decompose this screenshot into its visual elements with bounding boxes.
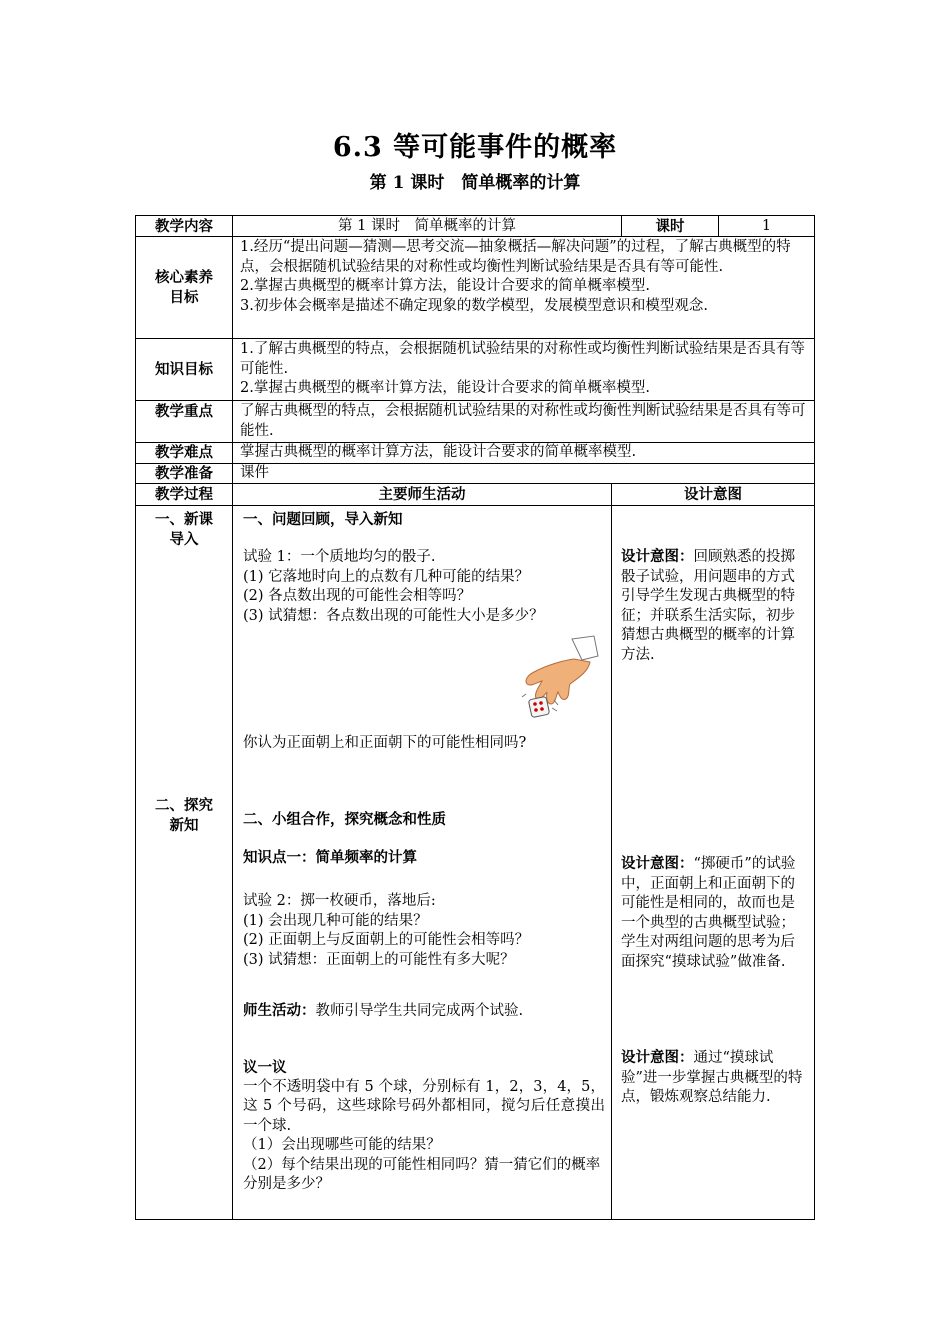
difficulty-text: 掌握古典概型的概率计算方法，能设计合要求的简单概率模型. — [240, 444, 637, 460]
stage2-q1: (1) 会出现几种可能的结果？ — [243, 912, 428, 929]
page-subtitle: 第 1 课时 简单概率的计算 — [369, 173, 581, 193]
stage1-question: 你认为正面朝上和正面朝下的可能性相同吗? — [243, 735, 527, 751]
discussion-block — [243, 1058, 605, 1195]
knowledge-goal-2: 2.掌握古典概型的概率计算方法，能设计合要求的简单概率模型. — [240, 380, 650, 396]
kp1-heading: 知识点一：简单频率的计算 — [243, 849, 417, 866]
stage1-experiment — [243, 548, 605, 626]
stage1-q3: (3) 试猜想：各点数出现的可能性大小是多少？ — [243, 607, 544, 624]
page-title: 6.3 等可能事件的概率 — [332, 132, 618, 163]
discuss-q1: （1）会出现哪些可能的结果？ — [243, 1137, 441, 1153]
die-pip — [534, 708, 538, 712]
core-goal-2: 2.掌握古典概型的概率计算方法，能设计合要求的简单概率模型. — [240, 278, 650, 294]
teacher-activity — [243, 1001, 605, 1022]
key-point-label: 教学重点 — [155, 403, 213, 420]
activity-label: 师生活动： — [243, 1002, 316, 1019]
core-label — [136, 268, 232, 307]
process-col3-header: 设计意图 — [684, 486, 742, 503]
stage1-q1: (1) 它落地时向上的点数有几种可能的结果？ — [243, 568, 530, 585]
intent-stage1-label: 设计意图： — [621, 548, 694, 565]
die-shape — [528, 696, 549, 717]
intent-stage2a-label: 设计意图： — [621, 855, 694, 872]
stage1-label-line2: 导入 — [169, 530, 199, 548]
stage2-label-line1: 二、探究 — [155, 797, 213, 814]
difficulty-label: 教学难点 — [155, 444, 213, 461]
intent-stage1-text: 回顾熟悉的投掷骰子试验，用问题串的方式引导学生发现古典概型的特征；并联系生活实际，初步猜想古典概型的概率的计算方法. — [621, 549, 795, 663]
die-pip — [533, 702, 537, 706]
knowledge-goals — [240, 340, 808, 399]
col-divider — [232, 216, 233, 1219]
content-value: 第 1 课时 简单概率的计算 — [338, 218, 516, 234]
discuss-heading: 议一议 — [243, 1059, 287, 1076]
cuff-shape — [572, 636, 598, 660]
activity-text: 教师引导学生共同完成两个试验. — [315, 1003, 524, 1019]
lesson-plan-table — [135, 215, 815, 1220]
stage2-q2: (2) 正面朝上与反面朝上的可能性会相等吗？ — [243, 932, 530, 948]
knowledge-label: 知识目标 — [155, 361, 213, 378]
knowledge-goal-1: 1.了解古典概型的特点，会根据随机试验结果的对称性或均衡性判断试验结果是否具有等可能性. — [240, 341, 805, 377]
die-pip — [539, 701, 543, 705]
col-divider — [611, 483, 612, 1219]
stage2-label-line2: 新知 — [169, 816, 199, 834]
row-divider — [136, 505, 814, 506]
stage2-exp: 试验 2：掷一枚硬币，落地后: — [243, 893, 436, 909]
stage1-exp: 试验 1：一个质地均匀的骰子. — [243, 549, 436, 565]
stage2-experiment — [243, 892, 605, 970]
stage2-q3: (3) 试猜想：正面朝上的可能性有多大呢？ — [243, 951, 515, 968]
core-label-line2: 目标 — [169, 288, 199, 306]
core-goal-3: 3.初步体会概率是描述不确定现象的数学模型，发展模型意识和模型观念. — [240, 297, 708, 314]
hand-shape — [526, 659, 590, 704]
stage1-q2: (2) 各点数出现的可能性会相等吗？ — [243, 588, 472, 604]
intent-stage2-b — [621, 1048, 809, 1108]
discuss-q2: （2）每个结果出现的可能性相同吗？猜一猜它们的概率分别是多少？ — [243, 1156, 601, 1192]
intent-stage1 — [621, 547, 809, 665]
discuss-text: 一个不透明袋中有 5 个球，分别标有 1，2，3，4，5，这 5 个号码，这些球除号码外都相同，搅匀后任意摸出一个球. — [243, 1078, 605, 1134]
process-col1-header: 教学过程 — [155, 486, 213, 503]
dice-throw-image — [514, 634, 609, 729]
core-goals — [240, 238, 808, 316]
core-label-line1: 核心素养 — [155, 269, 213, 286]
stage1-label-line1: 一、新课 — [155, 511, 213, 528]
stage2-label — [136, 796, 232, 835]
row-divider — [136, 338, 814, 339]
process-col2-header: 主要师生活动 — [378, 486, 466, 503]
content-label: 教学内容 — [155, 218, 213, 235]
period-value: 1 — [761, 218, 772, 234]
stage2-heading: 二、小组合作，探究概念和性质 — [243, 811, 446, 828]
core-goal-1: 1.经历“提出问题—猜测—思考交流—抽象概括—解决问题”的过程，了解古典概型的特点，会根据随机试验结果的对称性或均衡性判断试验结果是否具有等可能性. — [240, 239, 791, 275]
stage1-label — [136, 510, 232, 549]
period-label: 课时 — [655, 218, 685, 235]
intent-stage2b-label: 设计意图： — [621, 1049, 694, 1066]
intent-stage2-a — [621, 854, 809, 972]
intent-stage2a-text: “掷硬币”的试验中，正面朝上和正面朝下的可能性是相同的，故而也是一个典型的古典概型试验；学生对两组问题的思考为后面探究“摸球试验”做准备. — [621, 856, 796, 970]
preparation-text: 课件 — [240, 465, 269, 481]
intent-stage2b-text: 通过“摸球试验”进一步掌握古典概型的特点，锻炼观察总结能力. — [621, 1050, 803, 1105]
die-pip — [540, 707, 544, 711]
preparation-label: 教学准备 — [155, 465, 213, 482]
row-divider — [136, 400, 814, 401]
stage1-heading: 一、问题回顾，导入新知 — [243, 511, 403, 528]
key-point-text: 了解古典概型的特点，会根据随机试验结果的对称性或均衡性判断试验结果是否具有等可能性. — [240, 403, 806, 439]
